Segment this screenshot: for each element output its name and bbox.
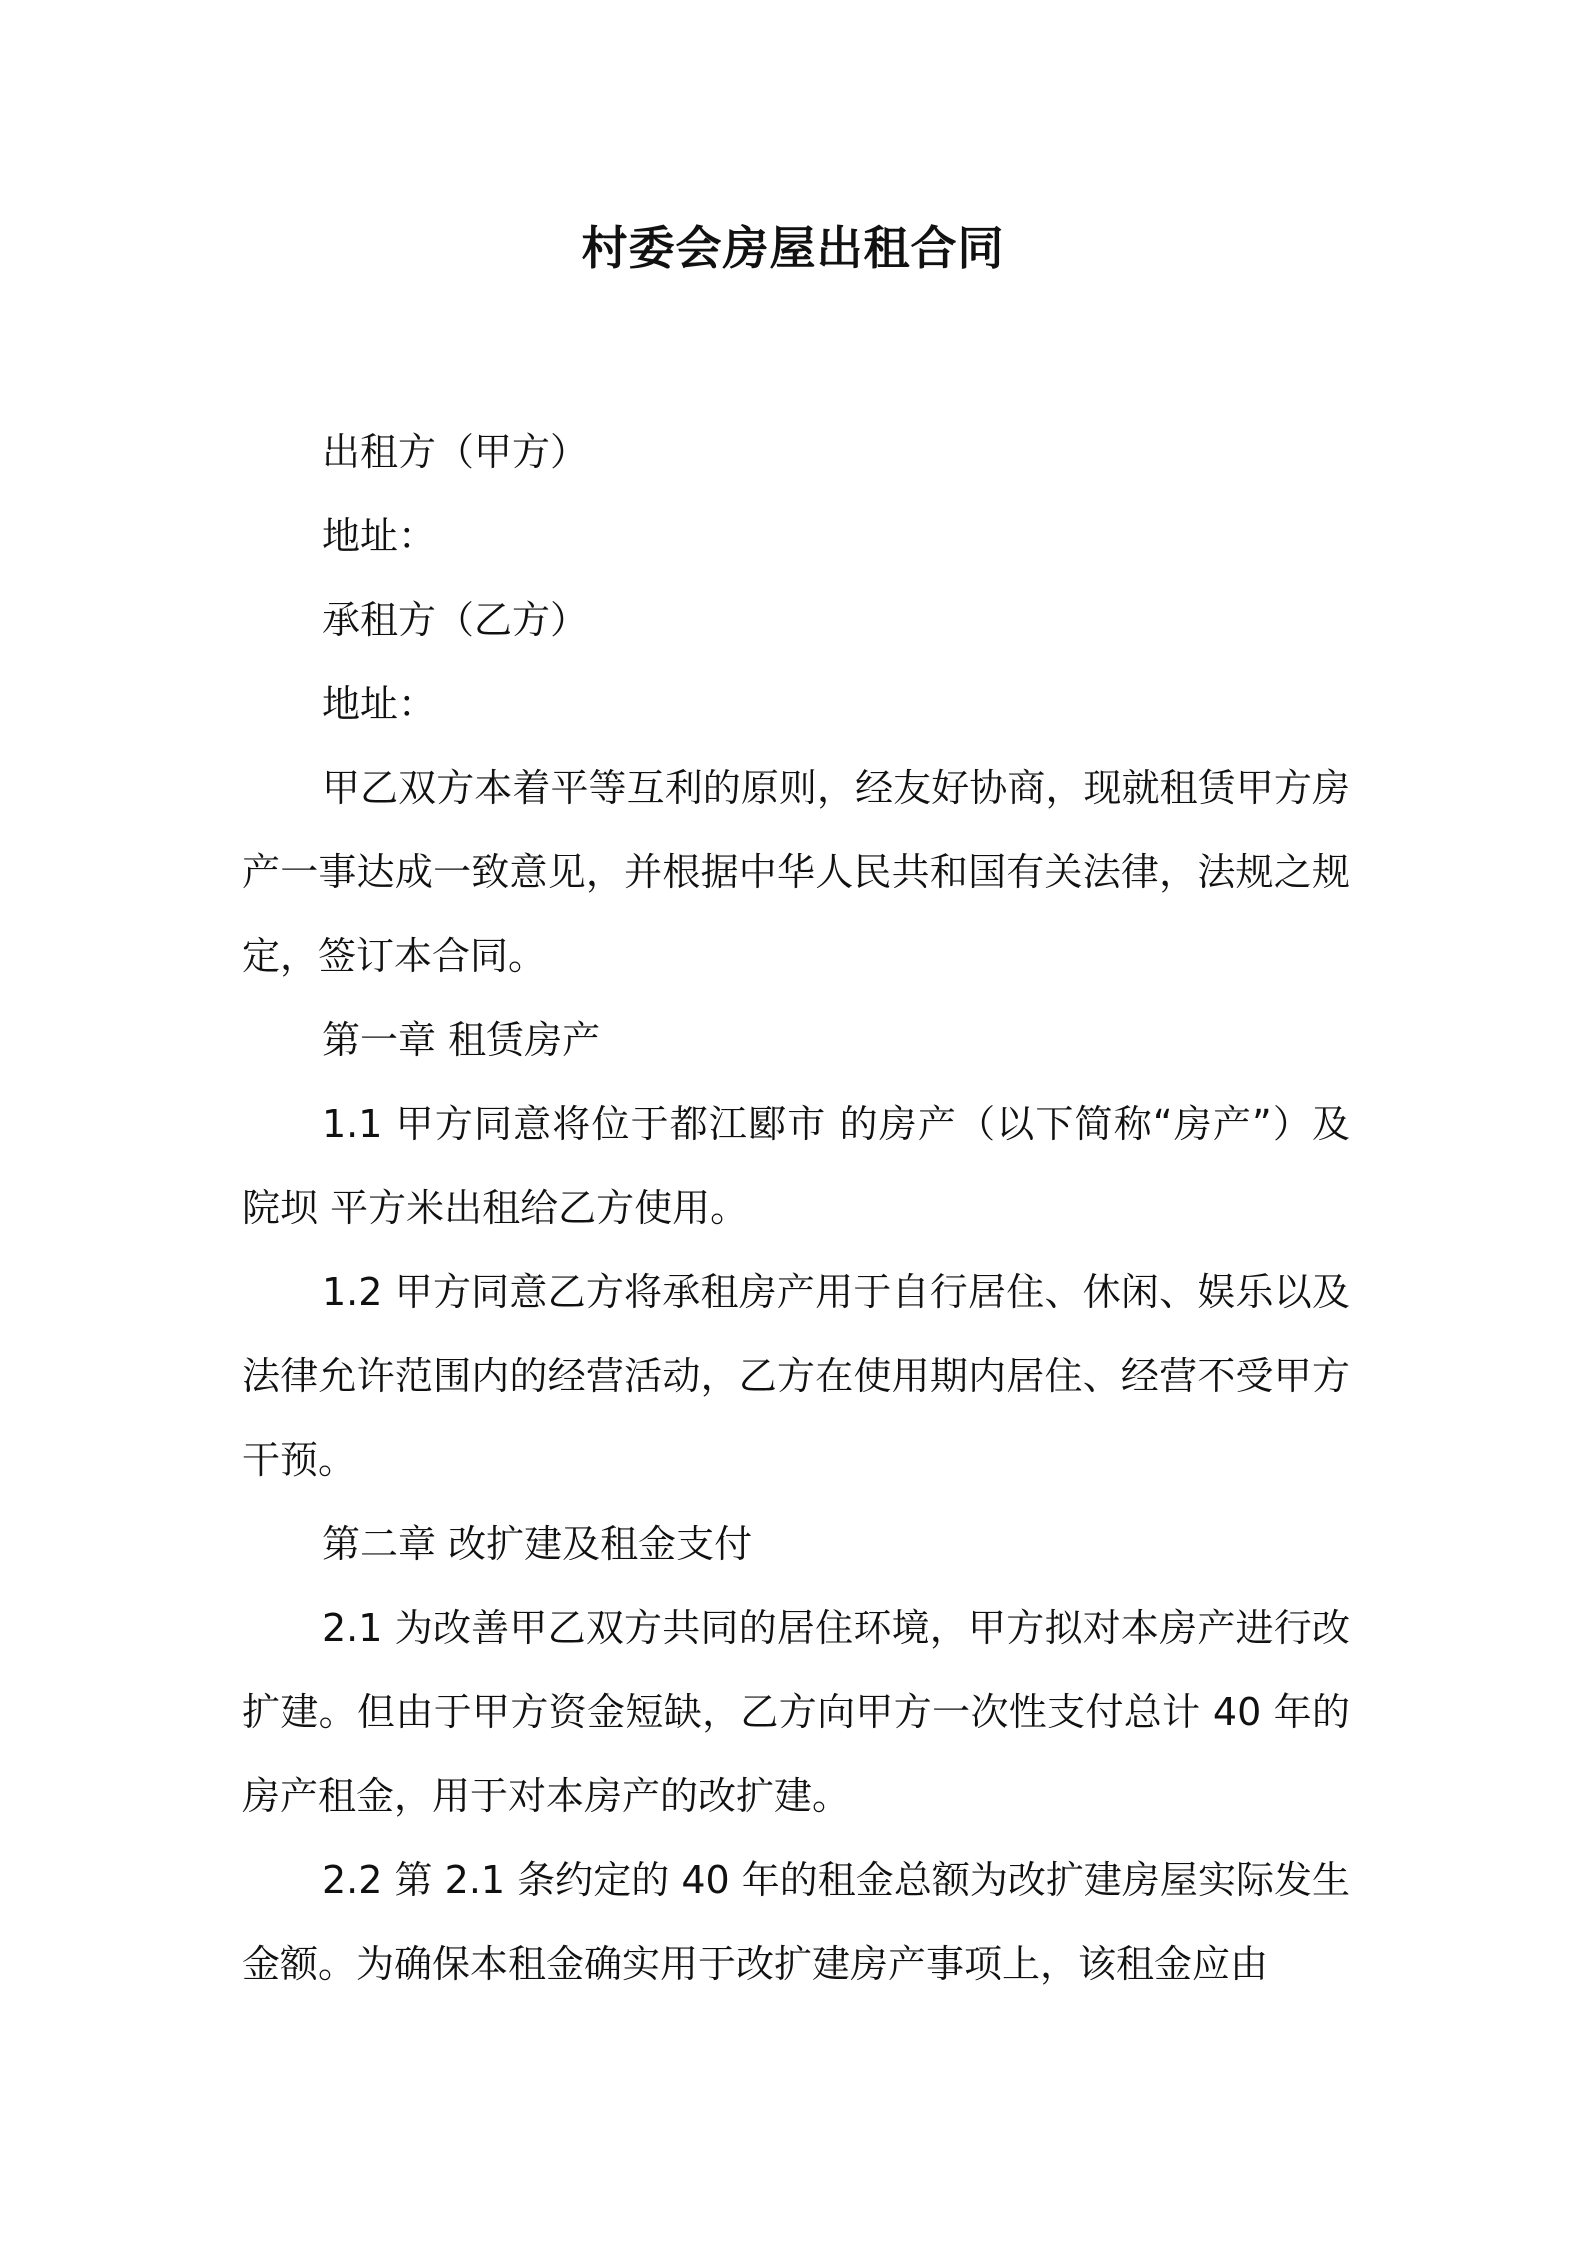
lessor-label: 出租方（甲方）	[322, 430, 589, 474]
lessee-address-label: 地址：	[322, 682, 437, 726]
clause-2-1: 2.1 为改善甲乙双方共同的居住环境，甲方拟对本房产进行改扩建。但由于甲方资金短缺，乙方向甲方一次性支付总计 40 年的房产租金，用于对本房产的改扩建。	[242, 1606, 1350, 1818]
preamble-paragraph: 甲乙双方本着平等互利的原则，经友好协商，现就租赁甲方房产一事达成一致意见，并根据中华人民共和国有关法律，法规之规定，签订本合同。	[242, 766, 1350, 978]
document-body	[242, 410, 1350, 2006]
clause-1-2: 1.2 甲方同意乙方将承租房产用于自行居住、休闲、娱乐以及法律允许范围内的经营活动，乙方在使用期内居住、经营不受甲方干预。	[242, 1270, 1350, 1482]
lessor-address-label: 地址：	[322, 514, 437, 558]
chapter-2-heading: 第二章 改扩建及租金支付	[322, 1522, 753, 1566]
lessee-label: 承租方（乙方）	[322, 598, 589, 642]
chapter-1-heading: 第一章 租赁房产	[322, 1018, 601, 1062]
clause-2-2: 2.2 第 2.1 条约定的 40 年的租金总额为改扩建房屋实际发生金额。为确保本租金确实用于改扩建房产事项上，该租金应由	[242, 1858, 1350, 1986]
clause-1-1: 1.1 甲方同意将位于都江郾市 的房产（以下简称“房产”）及院坝 平方米出租给乙方使用。	[242, 1102, 1350, 1230]
document-title: 村委会房屋出租合同	[581, 221, 1005, 275]
